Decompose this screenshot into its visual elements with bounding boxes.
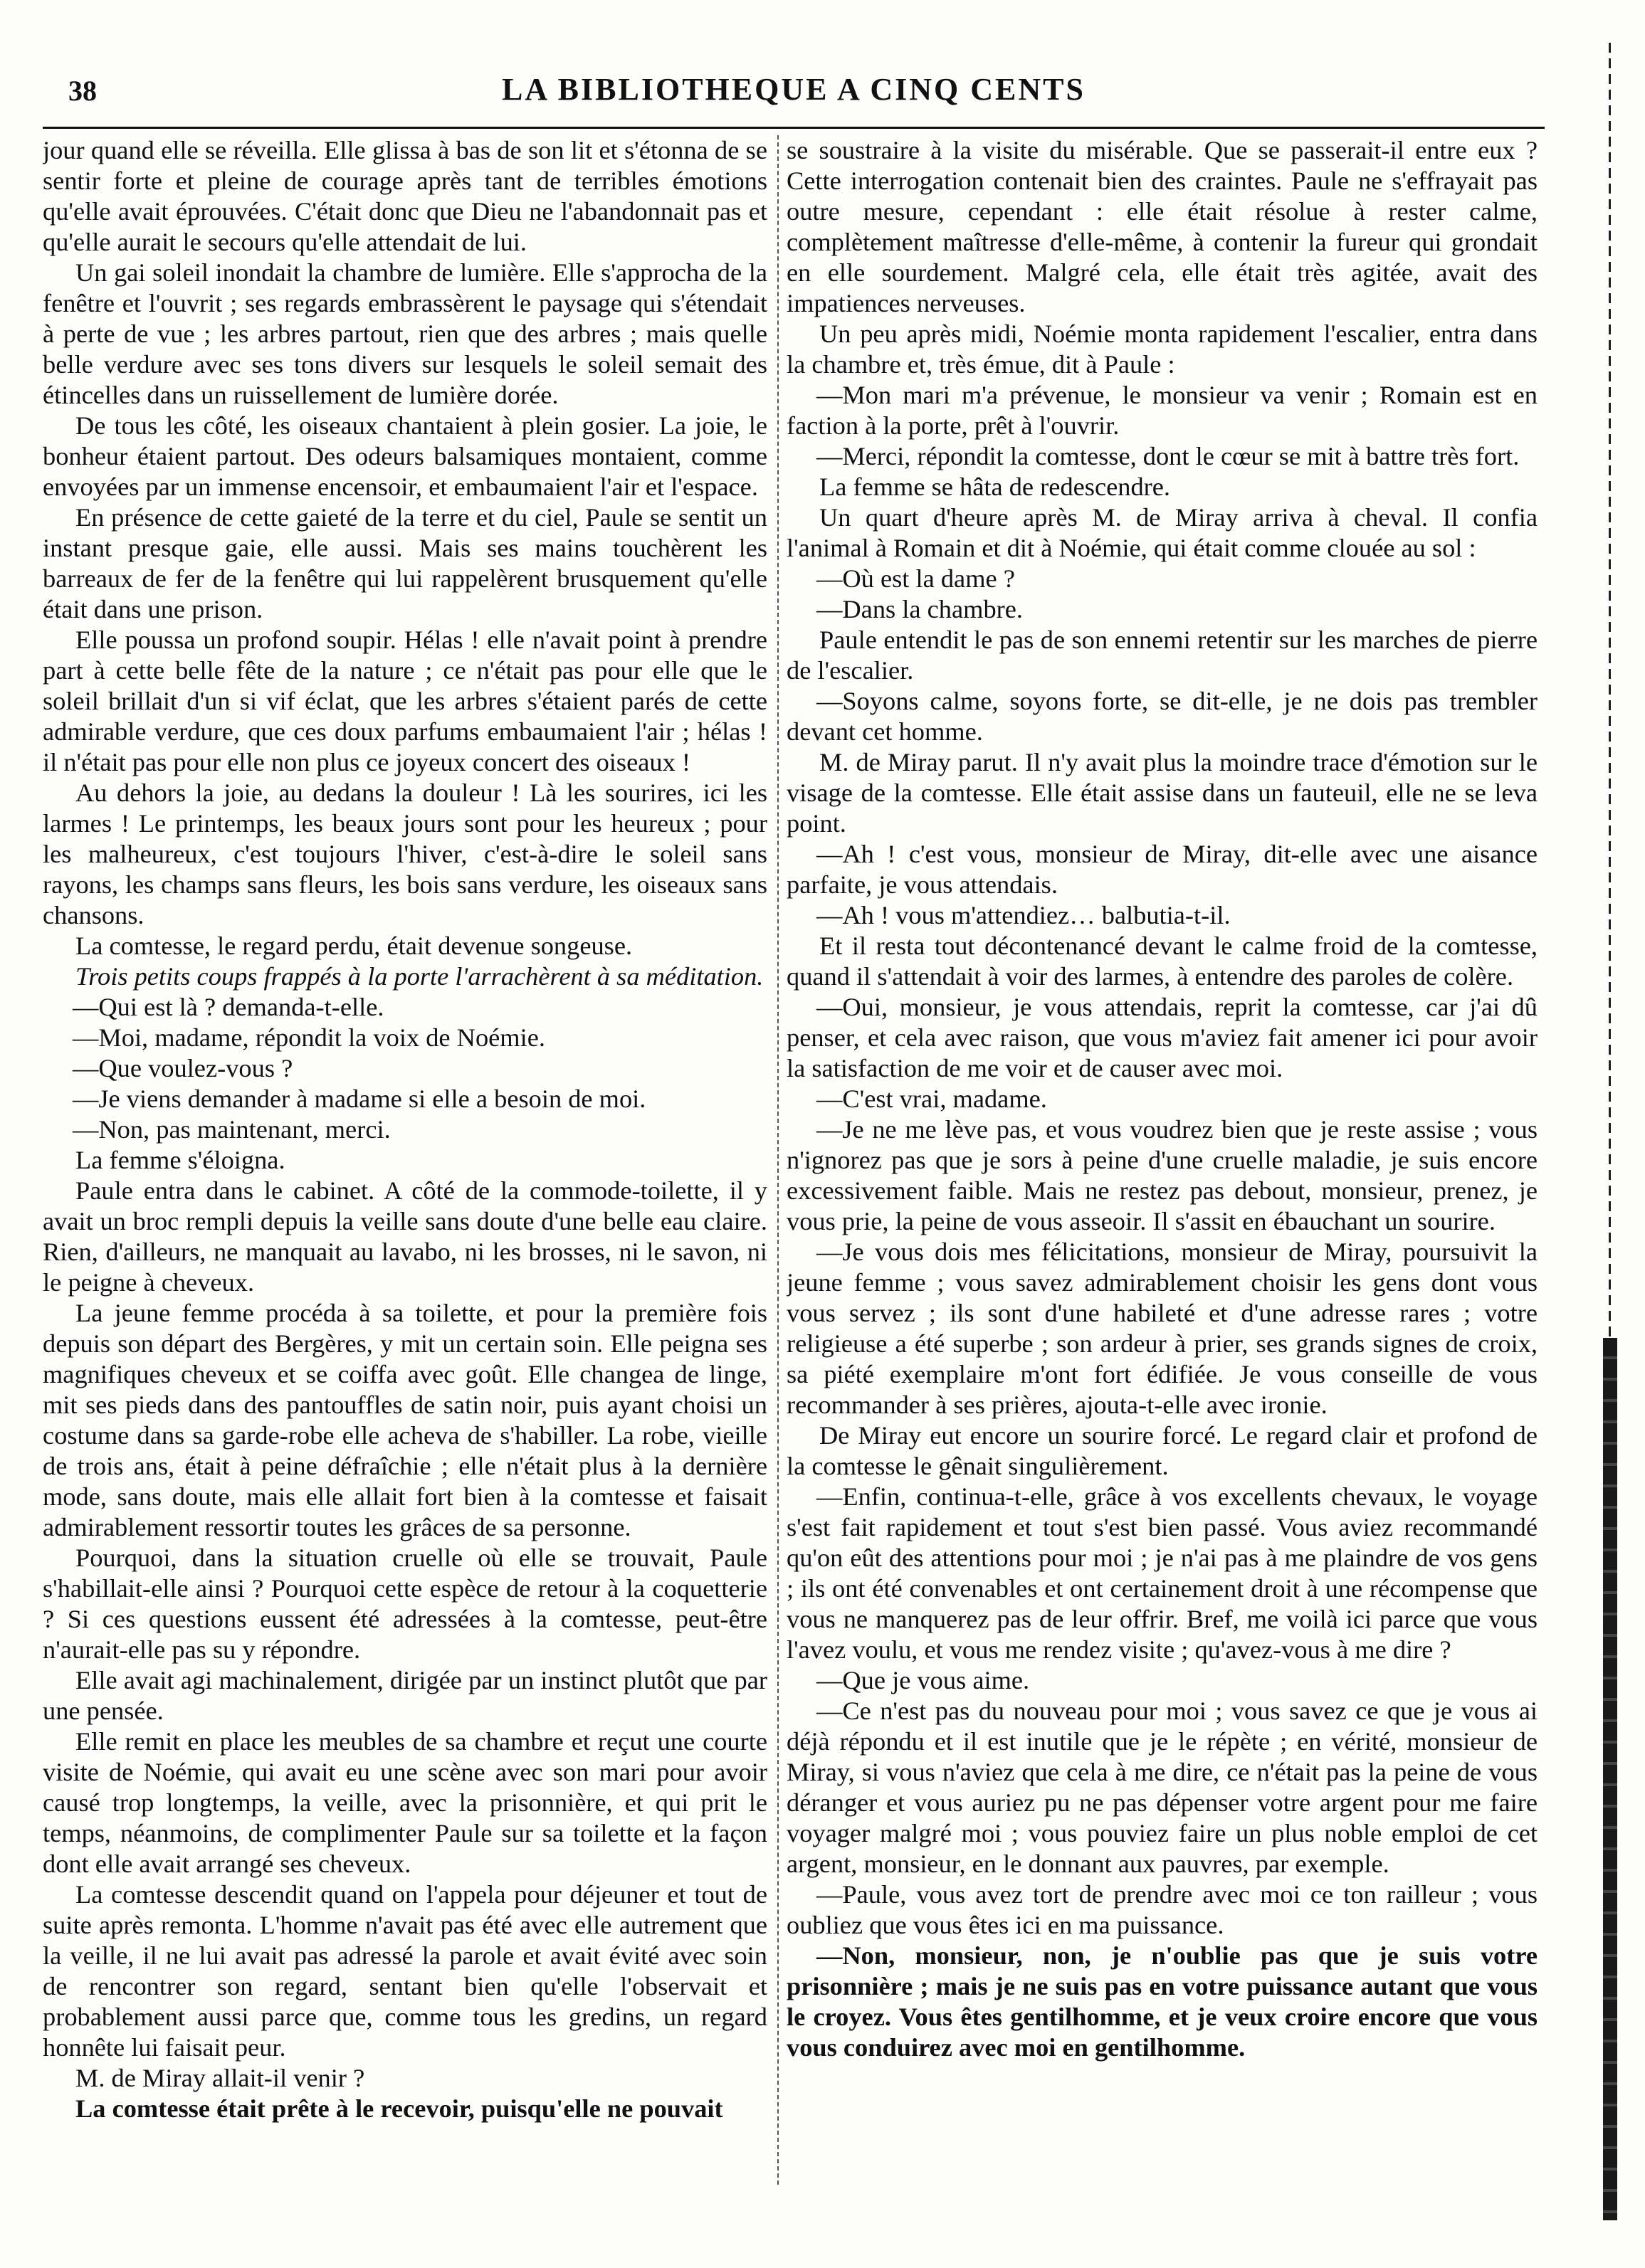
- paragraph: —Enfin, continua-t-elle, grâce à vos excellents chevaux, le voyage s'est fait rapidement et tout s'est bien passé. Vous aviez recommandé qu'on eût des attentions pour moi ; je n'ai pas à me plaindre de vos gens ; ils ont été convenables et ont certainement droit à une récompense que vous ne manquerez pas de leur offrir. Bref, me voilà ici parce que vous l'avez voulu, et vous me rendez visite ; qu'avez-vous à me dire ?: [787, 1482, 1538, 1664]
- scan-edge-artifact: [1565, 43, 1622, 2220]
- paragraph: —Soyons calme, soyons forte, se dit-elle, je ne dois pas trembler devant cet homme.: [787, 687, 1538, 746]
- paragraph: Elle avait agi machinalement, dirigée par un instinct plutôt que par une pensée.: [43, 1666, 767, 1725]
- paragraph: Un quart d'heure après M. de Miray arriva à cheval. Il confia l'animal à Romain et dit à Noémie, qui était comme clouée au sol :: [787, 503, 1538, 562]
- paragraph: Elle remit en place les meubles de sa chambre et reçut une courte visite de Noémie, qui avait eu une scène avec son mari pour avoir causé trop longtemps, la veille, avec la prisonnière, et qui prit le temps, néanmoins, de complimenter Paule sur sa toilette et la façon dont elle avait arrangé ses cheveux.: [43, 1727, 767, 1878]
- paragraph: Au dehors la joie, au dedans la douleur ! Là les sourires, ici les larmes ! Le printemps, les beaux jours sont pour les heureux ; pour les malheureux, c'est toujours l'hiver, c'est-à-dire le soleil sans rayons, les champs sans fleurs, les bois sans verdure, les oiseaux sans chansons.: [43, 779, 767, 929]
- paragraph: De Miray eut encore un sourire forcé. Le regard clair et profond de la comtesse le gênait singulièrement.: [787, 1421, 1538, 1480]
- paragraph: Elle poussa un profond soupir. Hélas ! elle n'avait point à prendre part à cette belle fête de la nature ; ce n'était pas pour elle que le soleil brillait d'un si vif éclat, que les arbres s'étaient parés de cette admirable verdure, que ces doux parfums embaumaient l'air ; hélas ! il n'était pas pour elle non plus ce joyeux concert des oiseaux !: [43, 626, 767, 776]
- paragraph: —Qui est là ? demanda-t-elle.: [73, 993, 384, 1021]
- paragraph: —Je viens demander à madame si elle a besoin de moi.: [73, 1085, 646, 1113]
- paragraph: —Je vous dois mes félicitations, monsieur de Miray, poursuivit la jeune femme ; vous savez admirablement choisir les gens dont vous vous servez ; ils sont d'une habileté et d'une adresse rares ; votre religieuse a été superbe ; son ardeur à prier, ses grands signes de croix, sa piété exemplaire m'ont fort édifiée. Je vous conseille de vous recommander à ses prières, ajouta-t-elle avec ironie.: [787, 1238, 1538, 1419]
- paragraph: —Que voulez-vous ?: [73, 1054, 293, 1082]
- scan-edge-bar: [1603, 1338, 1617, 2220]
- paragraph: La femme se hâta de redescendre.: [819, 473, 1171, 501]
- paragraph: Un peu après midi, Noémie monta rapidement l'escalier, entra dans la chambre et, très émue, dit à Paule :: [787, 320, 1538, 379]
- paragraph: Et il resta tout décontenancé devant le calme froid de la comtesse, quand il s'attendait à voir des larmes, à entendre des paroles de colère.: [787, 932, 1538, 991]
- paragraph: —Moi, madame, répondit la voix de Noémie.: [73, 1023, 545, 1052]
- paragraph: —Où est la dame ?: [816, 564, 1015, 593]
- paragraph: —Oui, monsieur, je vous attendais, reprit la comtesse, car j'ai dû penser, et cela avec raison, que vous m'aviez fait amener ici pour avoir la satisfaction de me voir et de causer avec moi.: [787, 993, 1538, 1082]
- paragraph: La comtesse descendit quand on l'appela pour déjeuner et tout de suite après remonta. L'homme n'avait pas été avec elle autrement que la veille, il ne lui avait pas adressé la parole et avait évité avec soin de rencontrer son regard, sentant bien qu'elle l'observait et probablement aussi parce que, comme tous les gredins, un regard honnête lui faisait peur.: [43, 1880, 767, 2062]
- left-column: [43, 135, 767, 2199]
- paragraph: se soustraire à la visite du misérable. Que se passerait-il entre eux ? Cette interrogation contenait bien des craintes. Paule ne s'effrayait pas outre mesure, cependant : elle était résolue à rester calme, complètement maîtresse d'elle-même, à contenir la fureur qui grondait en elle sourdement. Malgré cela, elle était très agitée, avait des impatiences nerveuses.: [787, 136, 1538, 317]
- paragraph: La femme s'éloigna.: [75, 1146, 285, 1174]
- paragraph: La jeune femme procéda à sa toilette, et pour la première fois depuis son départ des Bergères, y mit un certain soin. Elle peigna ses magnifiques cheveux et se coiffa avec goût. Elle changea de linge, mit ses pieds dans des pantouffles de satin noir, puis ayant choisi un costume dans sa garde-robe elle acheva de s'habiller. La robe, vieille de trois ans, était à peine défraîchie ; elle n'était plus à la dernière mode, sans doute, mais elle allait fort bien à la comtesse et faisait admirablement ressortir toutes les grâces de sa personne.: [43, 1299, 767, 1541]
- paragraph: —Mon mari m'a prévenue, le monsieur va venir ; Romain est en faction à la porte, prêt à l'ouvrir.: [787, 381, 1538, 440]
- paragraph: Trois petits coups frappés à la porte l'arrachèrent à sa méditation.: [75, 962, 764, 991]
- page-header: [43, 68, 1545, 111]
- paragraph: —Dans la chambre.: [816, 595, 1024, 623]
- paragraph: En présence de cette gaieté de la terre et du ciel, Paule se sentit un instant presque gaie, elle aussi. Mais ses mains touchèrent les barreaux de fer de la fenêtre qui lui rappelèrent brusquement qu'elle était dans une prison.: [43, 503, 767, 623]
- right-column: [787, 135, 1538, 2199]
- paragraph: —Que je vous aime.: [816, 1666, 1030, 1694]
- paragraph: —C'est vrai, madame.: [816, 1085, 1047, 1113]
- paragraph: —Non, pas maintenant, merci.: [73, 1115, 391, 1144]
- paragraph: —Ah ! vous m'attendiez… balbutia-t-il.: [816, 901, 1231, 929]
- paragraph: —Non, monsieur, non, je n'oublie pas que je suis votre prisonnière ; mais je ne suis pas en votre puissance autant que vous le croyez. Vous êtes gentilhomme, et je veux croire encore que vous vous conduirez avec moi en gentilhomme.: [787, 1941, 1538, 2062]
- paragraph: —Je ne me lève pas, et vous voudrez bien que je reste assise ; vous n'ignorez pas que je sors à peine d'une cruelle maladie, je suis encore excessivement faible. Mais ne restez pas debout, monsieur, prenez, je vous prie, la peine de vous asseoir. Il s'assit en ébauchant un sourire.: [787, 1115, 1538, 1235]
- paragraph: —Ce n'est pas du nouveau pour moi ; vous savez ce que je vous ai déjà répondu et il est inutile que je le répète ; en vérité, monsieur de Miray, si vous n'aviez que cela à me dire, ce n'était pas la peine de vous déranger et vous auriez pu ne pas dépenser votre argent pour me faire voyager malgré moi ; vous pouviez faire un plus noble emploi de cet argent, monsieur, en le donnant aux pauvres, par exemple.: [787, 1697, 1538, 1878]
- paragraph: jour quand elle se réveilla. Elle glissa à bas de son lit et s'étonna de se sentir forte et pleine de courage après tant de terribles émotions qu'elle avait éprouvées. C'était donc que Dieu ne l'abandonnait pas et qu'elle aurait le secours qu'elle attendait de lui.: [43, 136, 767, 256]
- paragraph: Pourquoi, dans la situation cruelle où elle se trouvait, Paule s'habillait-elle ainsi ? Pourquoi cette espèce de retour à la coquetterie ? Si ces questions eussent été adressées à la comtesse, peut-être n'aurait-elle pas su y répondre.: [43, 1544, 767, 1664]
- paragraph: Paule entendit le pas de son ennemi retentir sur les marches de pierre de l'escalier.: [787, 626, 1538, 685]
- paragraph: La comtesse était prête à le recevoir, puisqu'elle ne pouvait: [75, 2094, 723, 2123]
- page-number: 38: [68, 75, 97, 107]
- paragraph: —Merci, répondit la comtesse, dont le cœur se mit à battre très fort.: [816, 442, 1520, 470]
- paragraph: La comtesse, le regard perdu, était devenue songeuse.: [75, 932, 633, 960]
- paragraph: —Ah ! c'est vous, monsieur de Miray, dit-elle avec une aisance parfaite, je vous attendais.: [787, 840, 1538, 899]
- column-divider: [777, 135, 779, 2185]
- paragraph: M. de Miray parut. Il n'y avait plus la moindre trace d'émotion sur le visage de la comtesse. Elle était assise dans un fauteuil, elle ne se leva point.: [787, 748, 1538, 838]
- paragraph: De tous les côté, les oiseaux chantaient à plein gosier. La joie, le bonheur étaient partout. Des odeurs balsamiques montaient, comme envoyées par un immense encensoir, et embaumaient l'air et l'espace.: [43, 411, 767, 501]
- paragraph: M. de Miray allait-il venir ?: [75, 2064, 365, 2092]
- paragraph: Un gai soleil inondait la chambre de lumière. Elle s'approcha de la fenêtre et l'ouvrit ; ses regards embrassèrent le paysage qui s'étendait à perte de vue ; les arbres partout, rien que des arbres ; mais quelle belle verdure avec ses tons divers sur lesquels le soleil semait des étincelles dans un ruissellement de lumière dorée.: [43, 258, 767, 409]
- running-title: LA BIBLIOTHEQUE A CINQ CENTS: [501, 72, 1086, 107]
- paragraph: —Paule, vous avez tort de prendre avec moi ce ton railleur ; vous oubliez que vous êtes ici en ma puissance.: [787, 1880, 1538, 1939]
- header-rule: [43, 127, 1545, 129]
- paragraph: Paule entra dans le cabinet. A côté de la commode-toilette, il y avait un broc rempli depuis la veille sans doute d'une belle eau claire. Rien, d'ailleurs, ne manquait au lavabo, ni les brosses, ni le savon, ni le peigne à cheveux.: [43, 1176, 767, 1297]
